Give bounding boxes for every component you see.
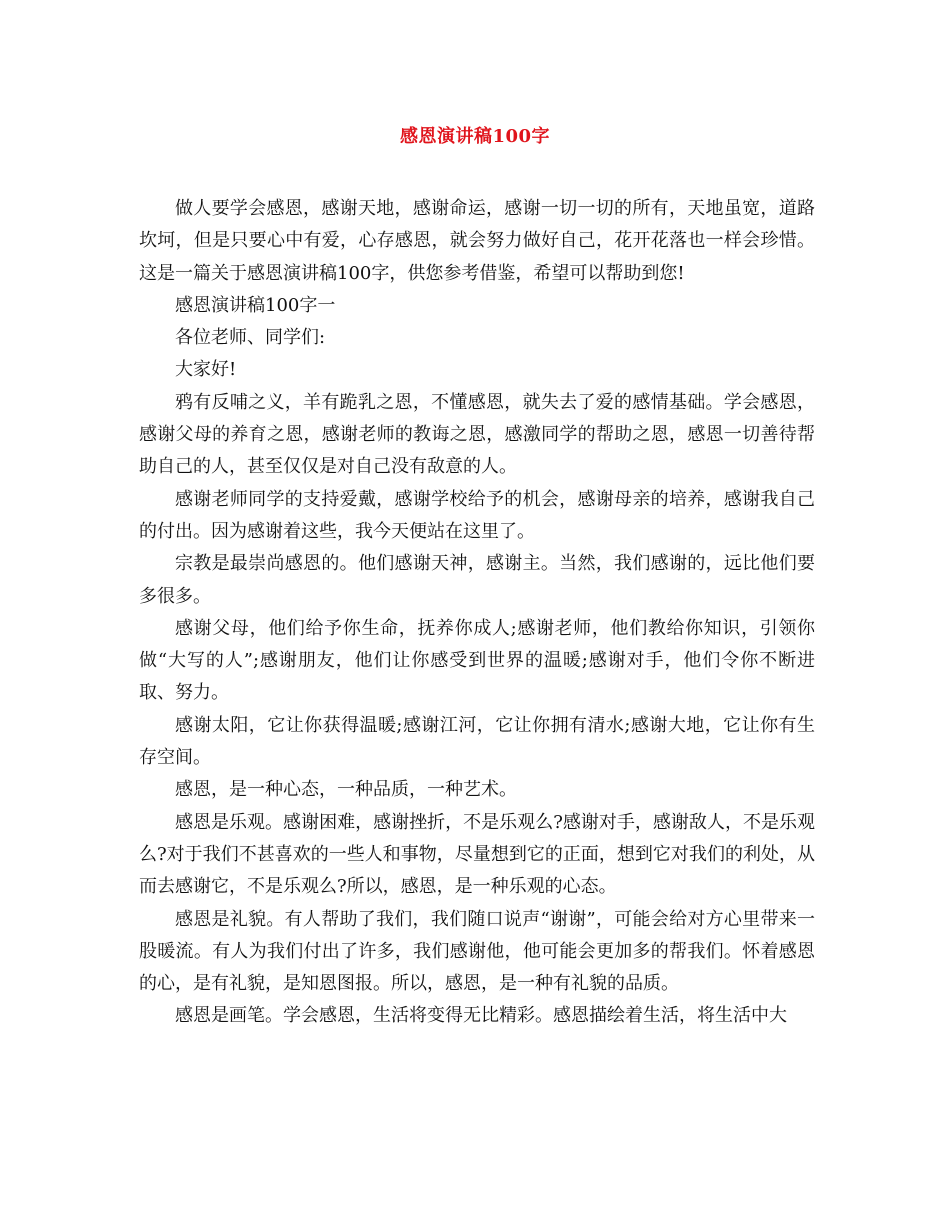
- paragraph: 宗教是最崇尚感恩的。他们感谢天神，感谢主。当然，我们感谢的，远比他们要多很多。: [139, 553, 815, 607]
- document-title: 感恩演讲稿100字: [399, 126, 551, 147]
- paragraph-heading: 感恩演讲稿100字一: [175, 294, 336, 316]
- paragraph: 感谢父母，他们给予你生命，抚养你成人;感谢老师，他们教给你知识，引领你做“大写的人”;感谢朋友，他们让你感受到世界的温暖;感谢对手，他们令你不断进取、努力。: [139, 617, 815, 704]
- document-body: [139, 193, 815, 1033]
- paragraph: 鸦有反哺之义，羊有跪乳之恩，不懂感恩，就失去了爱的感情基础。学会感恩，感谢父母的养育之恩，感谢老师的教诲之恩，感激同学的帮助之恩，感恩一切善待帮助自己的人，甚至仅仅是对自己没有敌意的人。: [139, 391, 815, 478]
- paragraph: 感恩是乐观。感谢困难，感谢挫折，不是乐观么?感谢对手，感谢敌人，不是乐观么?对于我们不甚喜欢的一些人和事物，尽量想到它的正面，想到它对我们的利处，从而去感谢它，不是乐观么?所以，感恩，是一种乐观的心态。: [139, 811, 815, 898]
- paragraph: 感恩，是一种心态，一种品质，一种艺术。: [175, 779, 517, 801]
- paragraph: 感恩是礼貌。有人帮助了我们，我们随口说声“谢谢”，可能会给对方心里带来一股暖流。有人为我们付出了许多，我们感谢他，他可能会更加多的帮我们。怀着感恩的心，是有礼貌，是知恩图报。所以，感恩，是一种有礼貌的品质。: [139, 908, 815, 995]
- paragraph: 感谢老师同学的支持爱戴，感谢学校给予的机会，感谢母亲的培养，感谢我自己的付出。因为感谢着这些，我今天便站在这里了。: [139, 488, 815, 542]
- paragraph: 感谢太阳，它让你获得温暖;感谢江河，它让你拥有清水;感谢大地，它让你有生存空间。: [139, 714, 815, 769]
- paragraph-greeting: 大家好!: [175, 359, 237, 381]
- paragraph-salutation: 各位老师、同学们:: [175, 327, 326, 349]
- paragraph-intro: 做人要学会感恩，感谢天地，感谢命运，感谢一切一切的所有，天地虽宽，道路坎坷，但是只要心中有爱，心存感恩，就会努力做好自己，花开花落也一样会珍惜。这是一篇关于感恩演讲稿100字，供您参考借鉴，希望可以帮助到您!: [139, 198, 815, 284]
- paragraph: 感恩是画笔。学会感恩，生活将变得无比精彩。感恩描绘着生活，将生活中大: [175, 1005, 787, 1027]
